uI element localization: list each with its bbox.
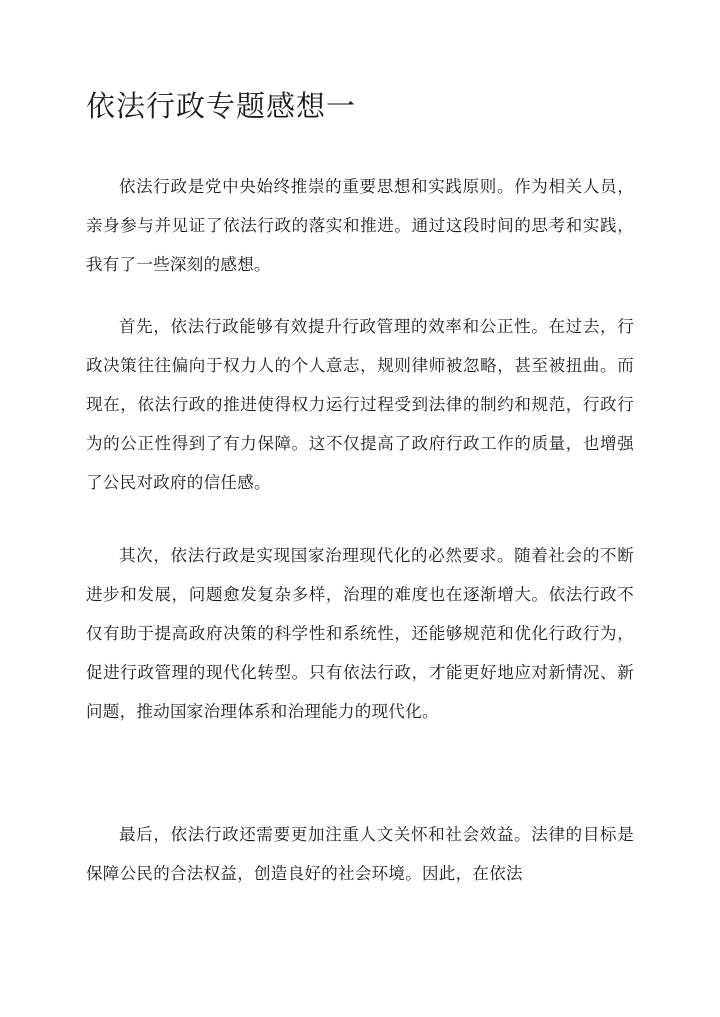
- paragraph-first-point: 首先，依法行政能够有效提升行政管理的效率和公正性。在过去，行政决策往往偏向于权力人的个人意志，规则律师被忽略，甚至被扭曲。而现在，依法行政的推进使得权力运行过程受到法律的制约和规范，行政行为的公正性得到了有力保障。这不仅提高了政府行政工作的质量，也增强了公民对政府的信任感。: [86, 317, 634, 492]
- paragraph-intro: 依法行政是党中央始终推崇的重要思想和实践原则。作为相关人员，亲身参与并见证了依法行政的落实和推进。通过这段时间的思考和实践，我有了一些深刻的感想。: [86, 177, 634, 274]
- document-title: 依法行政专题感想一: [86, 89, 357, 123]
- paragraph-second-point: 其次，依法行政是实现国家治理现代化的必然要求。随着社会的不断进步和发展，问题愈发复杂多样，治理的难度也在逐渐增大。依法行政不仅有助于提高政府决策的科学性和系统性，还能够规范和优化行政行为，促进行政管理的现代化转型。只有依法行政，才能更好地应对新情况、新问题，推动国家治理体系和治理能力的现代化。: [86, 546, 634, 721]
- paragraph-last-point: 最后，依法行政还需要更加注重人文关怀和社会效益。法律的目标是保障公民的合法权益，创造良好的社会环境。因此，在依法: [86, 825, 634, 883]
